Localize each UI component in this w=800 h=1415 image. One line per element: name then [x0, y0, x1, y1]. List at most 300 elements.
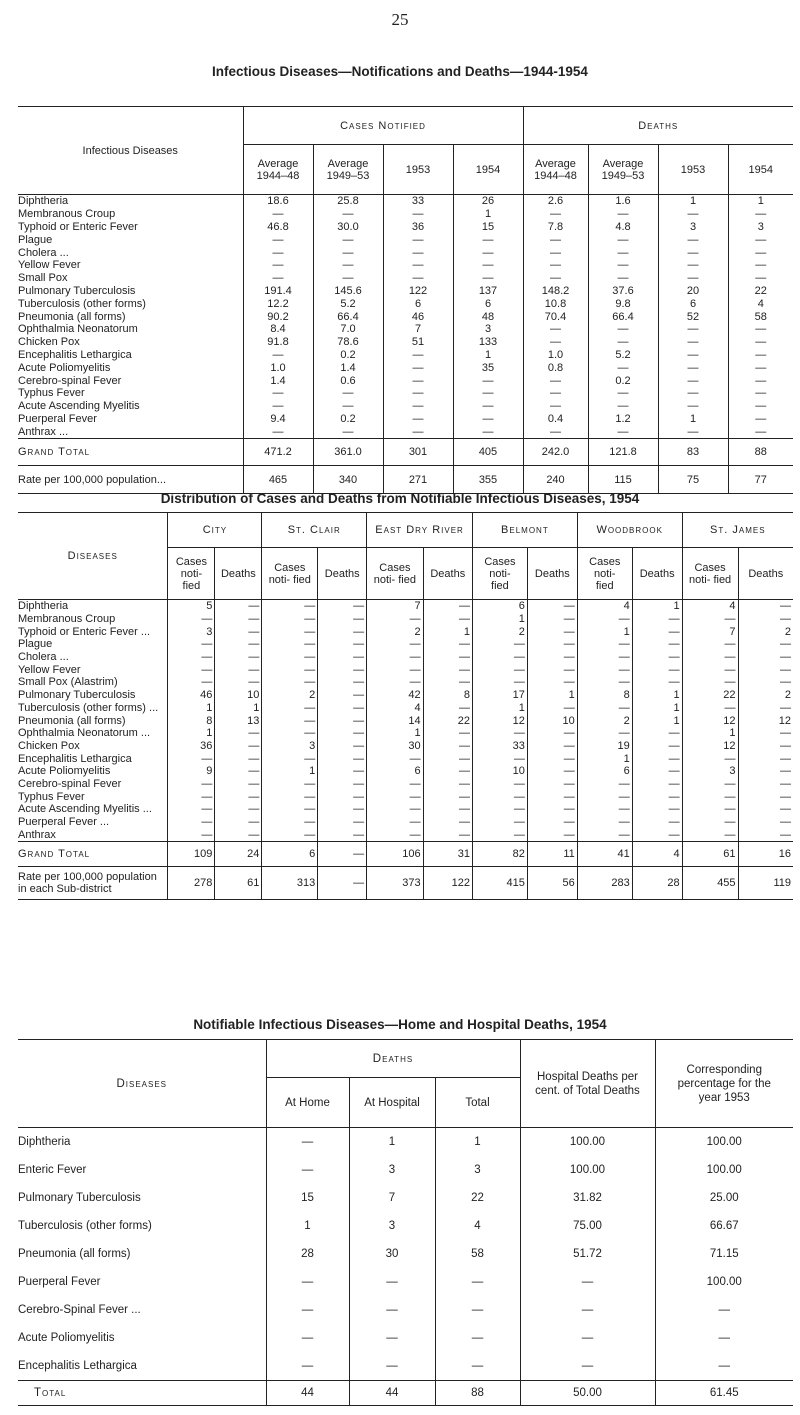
table-cell: — [168, 828, 215, 841]
row-label-text: Typhoid or Enteric Fever [18, 220, 138, 233]
table-cell: — [682, 651, 738, 664]
table-cell: 28 [632, 867, 682, 900]
row-label [18, 828, 168, 841]
table-row [18, 702, 793, 715]
table-cell: 8 [423, 689, 472, 702]
table-cell: — [423, 727, 472, 740]
table-row [18, 638, 793, 651]
table-cell: 1 [215, 702, 262, 715]
table-cell: 100.00 [655, 1128, 793, 1157]
row-label [18, 310, 243, 323]
table-cell: — [318, 702, 367, 715]
table-cell: — [318, 676, 367, 689]
table-cell: — [423, 828, 472, 841]
table-cell: 1 [453, 349, 523, 362]
table-cell: — [243, 272, 313, 285]
table-cell: — [215, 790, 262, 803]
table-cell: — [318, 803, 367, 816]
table-cell: 88 [435, 1381, 520, 1406]
table-cell: — [423, 663, 472, 676]
table-cell: — [266, 1324, 349, 1352]
sub-header-cases: Cases noti- fied [472, 548, 527, 600]
table-cell: — [266, 1268, 349, 1296]
row-label [18, 1296, 266, 1324]
table-cell: — [472, 790, 527, 803]
table-cell: 50.00 [520, 1381, 655, 1406]
table-cell: — [755, 246, 767, 259]
table-cell: — [453, 259, 523, 272]
table-cell: — [472, 638, 527, 651]
table3-title: Notifiable Infectious Diseases—Home and Hospital Deaths, 1954 [193, 1017, 607, 1032]
table-cell: 24 [215, 842, 262, 867]
table-cell: 12 [682, 714, 738, 727]
table-cell: — [588, 246, 658, 259]
table-cell: 1 [658, 413, 728, 426]
table-row [18, 439, 793, 466]
table-cell: 10 [215, 689, 262, 702]
sub-header-cases: Cases noti- fied [262, 548, 318, 600]
table-cell: — [262, 638, 318, 651]
table-cell: 8.4 [243, 323, 313, 336]
table-cell: — [523, 387, 588, 400]
table-cell: 28 [266, 1240, 349, 1268]
table-cell: 46 [168, 689, 215, 702]
table-cell: 1 [349, 1128, 435, 1157]
table-cell: — [738, 663, 793, 676]
table-cell: 88 [728, 439, 793, 466]
table-cell: — [318, 625, 367, 638]
table-cell: 44 [266, 1381, 349, 1406]
notifications-deaths-table [18, 106, 793, 494]
table-cell: — [318, 689, 367, 702]
table3-col-pct: Hospital Deaths per cent. of Total Deaths [520, 1040, 655, 1128]
table-cell: 1 [757, 195, 764, 208]
row-label [18, 425, 243, 438]
row-label [18, 702, 168, 715]
table-cell: — [738, 803, 793, 816]
row-label [18, 663, 168, 676]
table-row [18, 1324, 793, 1352]
table-cell: 115 [588, 466, 658, 494]
table-cell: — [243, 425, 313, 438]
table-cell: 31.82 [520, 1184, 655, 1212]
row-label-text: Cerebro-spinal Fever [18, 777, 122, 790]
table-cell: — [755, 400, 767, 413]
table-cell: — [755, 208, 767, 221]
table-cell: 22 [435, 1184, 520, 1212]
table-cell: 12 [472, 714, 527, 727]
table-cell: — [367, 790, 423, 803]
table-cell: 1 [367, 727, 423, 740]
row-label [18, 638, 168, 651]
table1-group-deaths: Deaths [523, 107, 793, 145]
table-cell: — [658, 387, 728, 400]
table-row [18, 663, 793, 676]
row-label [18, 752, 168, 765]
table-cell: — [243, 259, 313, 272]
table2-title: Distribution of Cases and Deaths from Notifiable Infectious Diseases, 1954 [160, 491, 640, 506]
row-label [18, 195, 243, 208]
table-cell: — [682, 702, 738, 715]
table-cell: 2 [738, 689, 793, 702]
table-cell: — [632, 663, 682, 676]
row-label-text: Total [34, 1387, 67, 1399]
table-cell: 7 [349, 1184, 435, 1212]
table-cell: — [168, 676, 215, 689]
row-label-text: Membranous Croup [18, 208, 116, 221]
table-cell: — [423, 651, 472, 664]
table-cell: — [755, 361, 767, 374]
table-cell: — [318, 613, 367, 626]
table-cell: 100.00 [520, 1156, 655, 1184]
table-cell: 106 [367, 842, 423, 867]
table-cell: 17 [472, 689, 527, 702]
table-cell: 122 [423, 867, 472, 900]
table-cell: — [527, 727, 577, 740]
table-row [18, 752, 793, 765]
table-cell: 10 [527, 714, 577, 727]
table-cell: — [318, 842, 367, 867]
row-label-text: Small Pox [18, 272, 68, 285]
table-row [18, 259, 793, 272]
row-label-line: Rate per 100,000 population [18, 871, 157, 884]
table-cell: — [658, 361, 728, 374]
sub-header-cases: Cases noti- fied [577, 548, 632, 600]
row-label [18, 600, 168, 613]
table-cell: — [349, 1324, 435, 1352]
row-label [18, 233, 243, 246]
table-row [18, 285, 793, 298]
table-cell: — [577, 676, 632, 689]
row-label [18, 651, 168, 664]
table-row [18, 689, 793, 702]
table-cell: — [588, 323, 658, 336]
table-row [18, 651, 793, 664]
table-cell: 78.6 [313, 336, 383, 349]
table-cell: — [453, 233, 523, 246]
table-cell: 1 [577, 752, 632, 765]
table-cell: — [215, 651, 262, 664]
table-cell: — [520, 1296, 655, 1324]
row-label [18, 727, 168, 740]
table-cell: 1 [632, 714, 682, 727]
table-cell: — [577, 816, 632, 829]
table-cell: — [738, 828, 793, 841]
table-cell: — [755, 374, 767, 387]
table-cell: — [755, 336, 767, 349]
table-cell: — [632, 638, 682, 651]
row-label-text: Puerperal Fever ... [18, 816, 110, 829]
table-cell: 0.4 [523, 413, 588, 426]
table-cell: — [682, 828, 738, 841]
table-cell: — [318, 778, 367, 791]
table-cell: 22 [423, 714, 472, 727]
table-cell: — [367, 638, 423, 651]
table-cell: 90.2 [243, 310, 313, 323]
table-cell: — [523, 400, 588, 413]
table-cell: — [682, 778, 738, 791]
row-label-text: Acute Poliomyelitis [18, 361, 111, 374]
table-cell: — [472, 651, 527, 664]
table-cell: — [168, 651, 215, 664]
table-row [18, 1128, 793, 1157]
table3-col-home: At Home [266, 1078, 349, 1128]
table1-col-header: Average 1944–48 [523, 145, 588, 195]
table-cell: 4.8 [588, 221, 658, 234]
table-cell: — [577, 663, 632, 676]
table-cell: — [738, 613, 793, 626]
table-cell: 58 [435, 1240, 520, 1268]
table-cell: — [527, 778, 577, 791]
table-cell: — [632, 790, 682, 803]
table-cell: — [523, 323, 588, 336]
table-row [18, 1212, 793, 1240]
table-cell: 3 [658, 221, 728, 234]
table-cell: — [383, 413, 453, 426]
table-cell: 0.6 [313, 374, 383, 387]
table-cell: — [577, 651, 632, 664]
table-cell: — [318, 867, 367, 900]
table-cell: 1 [262, 765, 318, 778]
table-cell: — [658, 425, 728, 438]
table-cell: — [755, 233, 767, 246]
table-cell: — [755, 259, 767, 272]
row-label [18, 259, 243, 272]
table-cell: — [738, 702, 793, 715]
table-row [18, 613, 793, 626]
table-cell: 12.2 [243, 297, 313, 310]
table-cell: — [423, 752, 472, 765]
district-distribution-table [18, 512, 793, 900]
table-cell: — [262, 752, 318, 765]
table-cell: 3 [262, 740, 318, 753]
table-cell: 16 [738, 842, 793, 867]
table-cell: — [453, 413, 523, 426]
table-cell: 1 [527, 689, 577, 702]
table-cell: 137 [453, 285, 523, 298]
table-cell: — [682, 676, 738, 689]
table-cell: — [262, 714, 318, 727]
row-label [18, 740, 168, 753]
table-cell: — [527, 625, 577, 638]
table-cell: — [738, 765, 793, 778]
table-cell: 70.4 [523, 310, 588, 323]
table-cell: — [527, 651, 577, 664]
table-cell: — [215, 803, 262, 816]
table1-title: Infectious Diseases—Notifications and Deaths—1944-1954 [212, 64, 588, 79]
table-cell: — [520, 1324, 655, 1352]
row-label-text: Pneumonia (all forms) [18, 714, 126, 727]
table-cell: 242.0 [523, 439, 588, 466]
table-cell: — [423, 816, 472, 829]
table-cell: 75 [658, 466, 728, 494]
table-cell: 31 [423, 842, 472, 867]
row-label [18, 613, 168, 626]
table-cell: 122 [383, 285, 453, 298]
table-cell: 109 [168, 842, 215, 867]
table-cell: 61.45 [655, 1381, 793, 1406]
row-label-text: Diphtheria [18, 1136, 71, 1148]
table-cell: — [266, 1352, 349, 1381]
row-label-text: Acute Poliomyelitis [18, 1332, 115, 1344]
table-cell: 14 [367, 714, 423, 727]
row-label [18, 1324, 266, 1352]
table-cell: 18.6 [243, 195, 313, 208]
table-cell: — [313, 259, 383, 272]
table-cell: — [523, 336, 588, 349]
table-cell: — [168, 613, 215, 626]
table-cell: 191.4 [243, 285, 313, 298]
table-cell: — [658, 374, 728, 387]
row-label-text: Typhus Fever [18, 387, 85, 400]
table-cell: — [738, 638, 793, 651]
row-label [18, 842, 168, 867]
table-row [18, 400, 793, 413]
row-label [18, 374, 243, 387]
table-cell: — [682, 638, 738, 651]
table-cell: — [243, 208, 313, 221]
table-cell: 36 [383, 221, 453, 234]
table-cell: — [435, 1296, 520, 1324]
table-cell: 240 [523, 466, 588, 494]
row-label-text: Plague [18, 233, 53, 246]
table3-row-header: Diseases [18, 1040, 266, 1128]
district-header: St. James [682, 513, 793, 548]
table-cell: — [755, 323, 767, 336]
table-row [18, 740, 793, 753]
table-cell: 0.2 [313, 349, 383, 362]
table-cell: — [168, 778, 215, 791]
table-cell: 6 [262, 842, 318, 867]
table-row [18, 221, 793, 234]
row-label [18, 323, 243, 336]
row-label-text: Encephalitis Lethargica [18, 348, 132, 361]
table-row [18, 600, 793, 613]
table-cell: — [215, 600, 262, 613]
table-cell: 25.00 [655, 1184, 793, 1212]
sub-header-deaths: Deaths [423, 548, 472, 600]
table-row [18, 867, 793, 900]
table1-col-header: 1953 [383, 145, 453, 195]
table-cell: 35 [453, 361, 523, 374]
table-cell: — [367, 676, 423, 689]
table-cell: 1 [453, 208, 523, 221]
table-cell: 355 [453, 466, 523, 494]
table-cell: 4 [632, 842, 682, 867]
table-cell: 1 [632, 600, 682, 613]
table-cell: 26 [453, 195, 523, 208]
table-cell: 148.2 [523, 285, 588, 298]
table-cell: 361.0 [313, 439, 383, 466]
row-label-text: Acute Ascending Myelitis [18, 400, 140, 413]
row-label-text: Diphtheria [18, 195, 69, 208]
table-cell: 1.4 [313, 361, 383, 374]
row-label-text: Cerebro-Spinal Fever ... [18, 1304, 141, 1316]
row-label-text: Chicken Pox [18, 336, 80, 349]
table-row [18, 1352, 793, 1381]
table-cell: — [523, 259, 588, 272]
table-cell: 66.4 [588, 310, 658, 323]
table-row [18, 676, 793, 689]
table-cell: — [577, 790, 632, 803]
table-cell: — [453, 400, 523, 413]
table-cell: 465 [243, 466, 313, 494]
row-label-text: Pulmonary Tuberculosis [18, 284, 136, 297]
table-cell: — [318, 663, 367, 676]
table-cell: — [262, 803, 318, 816]
table-cell: — [682, 790, 738, 803]
table-cell: — [577, 702, 632, 715]
table3-col-corr: Corresponding percentage for the year 1953 [655, 1040, 793, 1128]
table-cell: 100.00 [520, 1128, 655, 1157]
table-cell: — [472, 828, 527, 841]
row-label-text: Typhus Fever [18, 790, 85, 803]
table-cell: — [523, 374, 588, 387]
row-label-text: Ophthalmia Neonatorum [18, 323, 138, 336]
row-label-text: Grand Total [18, 446, 91, 459]
table-cell: — [658, 259, 728, 272]
row-label-text: Acute Ascending Myelitis ... [18, 803, 152, 816]
row-label [18, 272, 243, 285]
table-cell: 6 [577, 765, 632, 778]
table-cell: — [243, 246, 313, 259]
table-cell: — [527, 803, 577, 816]
table-cell: 30 [367, 740, 423, 753]
table-cell: 46.8 [243, 221, 313, 234]
table-cell: 278 [168, 867, 215, 900]
table-cell: — [423, 790, 472, 803]
district-header: East Dry River [367, 513, 473, 548]
row-label [18, 349, 243, 362]
district-header: City [168, 513, 262, 548]
table-cell: — [215, 828, 262, 841]
table-cell: 2 [738, 625, 793, 638]
table-cell: — [313, 208, 383, 221]
table-cell: 25.8 [313, 195, 383, 208]
table-cell: — [738, 740, 793, 753]
table-cell: — [632, 828, 682, 841]
table-cell: — [215, 727, 262, 740]
row-label [18, 765, 168, 778]
table-row [18, 310, 793, 323]
table-cell: — [527, 765, 577, 778]
table1-col-header: Average 1949–53 [313, 145, 383, 195]
table-cell: — [318, 752, 367, 765]
table-cell: — [520, 1268, 655, 1296]
table-cell: 1.0 [523, 349, 588, 362]
table-cell: 271 [383, 466, 453, 494]
table-cell: 75.00 [520, 1212, 655, 1240]
table-cell: 1 [577, 625, 632, 638]
table-cell: — [215, 740, 262, 753]
table-cell: — [472, 778, 527, 791]
table-cell: 15 [453, 221, 523, 234]
table-cell: 1.6 [588, 195, 658, 208]
row-label-text: Puerperal Fever [18, 412, 97, 425]
table-cell: — [215, 625, 262, 638]
table-cell: 471.2 [243, 439, 313, 466]
table-cell: — [367, 651, 423, 664]
table-row [18, 425, 793, 438]
table-cell: 15 [266, 1184, 349, 1212]
sub-header-deaths: Deaths [632, 548, 682, 600]
table-cell: — [755, 425, 767, 438]
table-cell: 1 [658, 195, 728, 208]
table-cell: 373 [367, 867, 423, 900]
table-cell: — [318, 828, 367, 841]
table-cell: 61 [215, 867, 262, 900]
row-label-text: Cholera ... [18, 651, 69, 664]
